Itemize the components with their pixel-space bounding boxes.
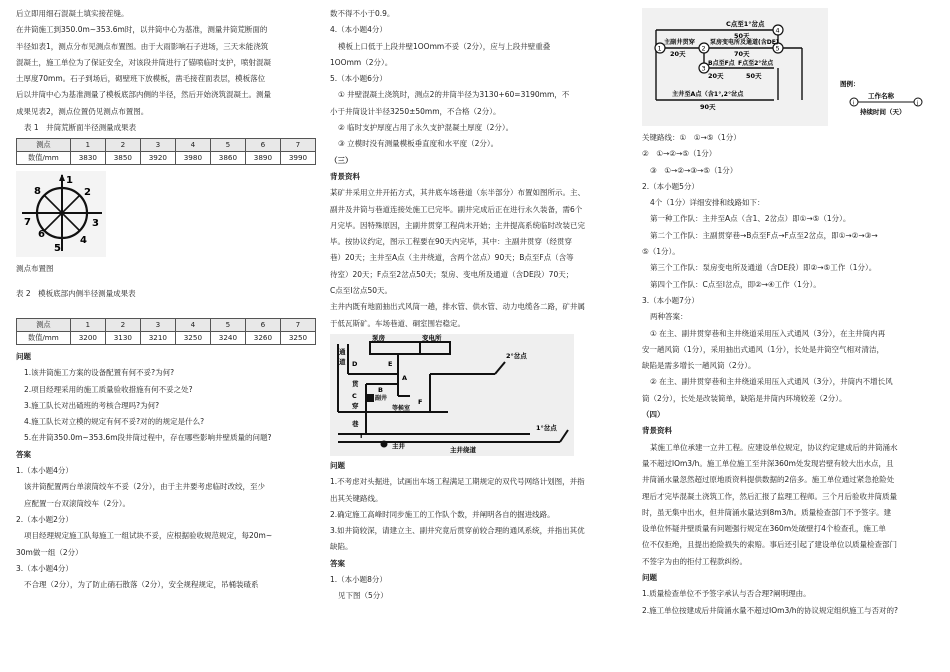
table-cell: 3260 [245, 331, 280, 344]
map-label: B [378, 385, 383, 394]
background-line: 副井及井筒与巷道连接处施工已完毕。副井完成后正在进行永久装备，需6个 [330, 204, 583, 214]
answers-heading: 答案 [16, 449, 31, 459]
key-line: 关键路线：① ①→⑤（1分） [642, 133, 741, 142]
table-cell: 3830 [70, 152, 105, 165]
edge-label: 主副井贯穿 [664, 39, 695, 46]
point-label: 8 [34, 186, 41, 198]
table-cell: 数值/mm [17, 152, 71, 165]
table-cell: 3890 [245, 152, 280, 165]
answer-line: ② 在主、副井贯穿巷和主井绕道采用压入式通风（3分），井筒内不增长风 [650, 377, 893, 387]
answer-line: ① 井壁混凝土浇筑时，测点2的井筒半径为3130+60=3190mm，不 [338, 90, 570, 100]
intro-line: 在井筒施工到350.0m~353.6m时，以井筒中心为基准，测量井筒荒断面的 [16, 25, 268, 35]
edge-days: 70天 [734, 50, 750, 58]
questions-heading: 问题 [642, 573, 657, 583]
table-row [17, 331, 316, 344]
section-heading: （三） [330, 155, 353, 165]
map-label: 穿 [352, 401, 359, 410]
node-label: 2 [701, 44, 706, 53]
map-label: 主井绕道 [450, 445, 476, 454]
answer-line: 应配置一台双滚筒绞车（2分）。 [24, 498, 131, 508]
point-label: 5 [54, 243, 61, 255]
map-label: I [360, 431, 363, 440]
point-label: 3 [92, 218, 99, 230]
answer-line: 第一种工作队：主井至A点（含1、2岔点）即①→⑤（1分）。 [650, 214, 851, 224]
node-label: 3 [701, 64, 706, 73]
questions-heading: 问题 [16, 351, 31, 361]
answer-line: 4个（1分）详细安排和线路如下： [650, 198, 765, 208]
answer-number: 2.（本小题2分） [16, 514, 73, 524]
legend-label: j [916, 100, 919, 107]
answer-line: ③ 立模时没有测量模板垂直度和水平度（2分）。 [338, 139, 499, 149]
intro-line: 混凝土，施工单位为了保证安全，对该段井筒进行了锚喷临时支护，喷射混凝 [16, 57, 271, 67]
answer-line: 安一趟风筒（1分），采用抽出式通风（1分），长处是井筒空气相对清洁， [642, 344, 885, 354]
map-label: 2°岔点 [506, 351, 527, 360]
question-item: 4.施工队长对立模的规定有何不妥?对的的规定是什么? [24, 417, 205, 427]
answer-line: ① 在主、副井贯穿巷和主井绕道采用压入式通风（3分），在主井筒内再 [650, 328, 886, 338]
question-line: 1.质量检查单位不予签字承认与否合理?阐明理由。 [642, 589, 811, 599]
background-line: 某矿井采用立井开拓方式，其井底车场巷道（东半部分）布置如图所示。主、 [330, 188, 585, 198]
answer-number: 1.（本小题4分） [16, 466, 73, 476]
answer-number: 4.（本小题4分） [330, 25, 387, 35]
answer-line: 缺陷是需多增长一趟风筒（2分）。 [642, 361, 756, 371]
map-label: F [418, 397, 423, 406]
point-label: 2 [84, 187, 91, 199]
table-cell: 6 [245, 139, 280, 152]
answer-line: 两种答案： [650, 312, 688, 322]
point-label: 4 [80, 235, 87, 247]
answer-line: 1OOmm（2分）。 [330, 57, 393, 67]
legend-days: 持续时间（天） [860, 108, 906, 116]
background-line: 井筒涌水量忽然超过原地质资料提供数据的2倍多。施工单位通过紧急抢险处 [642, 475, 895, 485]
node-label: 1 [657, 44, 662, 53]
answer-line: 筒（2分），长处是改装简单，缺陷是井筒内环境较差（2分）。 [642, 393, 847, 403]
node-label: 4 [775, 26, 780, 35]
background-line: 巷）20天；主井至A点（主井绕道，含两个岔点）90天；B点至F点（含等 [330, 253, 574, 263]
map-label: C [352, 391, 357, 400]
edge-label: C点至1°岔点 [726, 20, 765, 28]
table-cell: 数值/mm [17, 331, 71, 344]
table-cell: 3850 [105, 152, 140, 165]
edge-days: 20天 [670, 50, 686, 58]
table-cell: 5 [210, 318, 245, 331]
table2-title: 表 2 模板底部内侧半径测量成果表 [16, 288, 136, 298]
table-cell: 测点 [17, 139, 71, 152]
question-line: 出其关键路线。 [330, 493, 383, 503]
key-line: ② ①→②→⑤（1分） [642, 149, 717, 159]
network-legend [840, 78, 940, 118]
answers-heading: 答案 [330, 558, 345, 568]
edge-label: 泵房变电所及通道(含DE) [710, 39, 779, 46]
background-line: 某施工单位承建一立井工程。应建设单位规定，协议约定建成后的井筒涌水 [650, 442, 898, 452]
background-heading: 背景资料 [330, 171, 360, 181]
legend-label: 工作名称 [868, 92, 894, 100]
background-line: C点至I岔点50天。 [330, 286, 392, 296]
background-line: 月完毕。因特殊原因，主副井贯穿工程尚未开始；主井提高系统临时改装已完 [330, 220, 585, 230]
map-label: 1°岔点 [536, 423, 557, 432]
question-item: 2.项目经理采用的施工质量验收措施有何不妥之处? [24, 384, 193, 394]
background-line: 设单位怀疑井壁质量有问题强行规定在360m处破壁打4个检查孔，施工单 [642, 524, 886, 534]
table-cell: 测点 [17, 318, 71, 331]
table-cell: 3 [140, 139, 175, 152]
map-label: 主井 [392, 441, 405, 450]
table-cell: 5 [210, 139, 245, 152]
map-label: 道 [339, 357, 346, 366]
map-label: 泵房 [372, 333, 385, 342]
table-cell: 3200 [70, 331, 105, 344]
map-label: E [388, 359, 393, 368]
table-cell: 1 [70, 318, 105, 331]
intro-line: 成果见表2，测点位置仍见测点布置图。 [16, 106, 149, 116]
point-label: 1 [66, 175, 73, 187]
background-line: 时，虽无集中出水，但井筒涌水量达到8m3/h。质量检查部门不予签字。建 [642, 507, 892, 517]
map-label: 贯 [352, 379, 359, 388]
question-line: 2.确定施工高峰时同步施工的工作队个数，并阐明各自的掘进线路。 [330, 509, 555, 519]
table-cell: 3920 [140, 152, 175, 165]
question-line: 1.不考虑对头掘进，试画出车场工程满足工期规定的双代号网络计划图，并指 [330, 477, 585, 487]
table-cell: 3240 [210, 331, 245, 344]
answer-number: 3.（本小题4分） [16, 563, 73, 573]
background-line: 量不超过lOm3/h。施工单位施工至井深360m处发现岩壁有较大出水点，且 [642, 458, 894, 468]
answer-line: ② 临时支护厚度占用了永久支护混凝土厚度（2分）。 [338, 123, 514, 133]
section-heading: （四） [642, 410, 665, 420]
legend-label: i [852, 100, 855, 107]
map-label: 副井 [375, 394, 388, 402]
auxiliary-shaft-icon [366, 394, 374, 402]
column-middle [330, 8, 622, 607]
map-label: 等候室 [392, 404, 411, 412]
table-cell: 3 [140, 318, 175, 331]
intro-line: 后立即用细石混凝土填实接茬缝。 [16, 9, 129, 18]
background-heading: 背景资料 [642, 426, 672, 436]
table-cell: 3250 [280, 331, 315, 344]
table-cell: 3980 [175, 152, 210, 165]
table-header-row [17, 139, 316, 152]
legend-title: 图例： [840, 80, 860, 88]
intro-line: 后以井筒中心为基准测量了模板底部内侧的半径，然后开始浇筑混凝土。测量 [16, 90, 271, 100]
network-diagram [642, 8, 828, 126]
answer-line: 30m做一组（2分） [16, 547, 83, 557]
edge-days: 50天 [734, 32, 750, 40]
answer-line: 见下图（5分） [338, 591, 388, 601]
key-line: ③ ①→②→③→⑤（1分） [650, 165, 738, 175]
table-cell: 3130 [105, 331, 140, 344]
continuation-line: 数不得不小于0.9。 [330, 9, 395, 18]
background-line: 主井内既有地面抽出式风筒一趟，排水管、供水管、动力电缆各二路，矿井属 [330, 302, 585, 312]
diagram-caption: 测点布置图 [16, 264, 54, 274]
table-cell: 3860 [210, 152, 245, 165]
table-cell: 2 [105, 139, 140, 152]
table-cell: 3990 [280, 152, 315, 165]
answer-number: 1.（本小题8分） [330, 575, 387, 585]
map-label: A [402, 373, 408, 382]
answer-line: 不合理（2分），为了防止硝石散落（2分），安全规程规定，吊桶装碴系 [24, 580, 259, 590]
table-cell: 7 [280, 318, 315, 331]
answer-line: 第三个工作队：泵房变电所及通道（含DE段）即②→⑤工作（1分）。 [650, 263, 877, 273]
answer-line: 小于井筒设计半径3250±50mm，不合格（2分）。 [330, 106, 501, 116]
edge-label: F点至2°岔点 [738, 60, 774, 67]
table-cell: 4 [175, 318, 210, 331]
table-cell: 3250 [175, 331, 210, 344]
answer-line: ⑤（1分）。 [642, 247, 680, 257]
background-line: 位不仅拒绝，且提出抢险损失的索赔。事后还引起了建设单位以质量检查部门 [642, 540, 897, 550]
map-label: 通 [339, 347, 346, 356]
measure-point-diagram [16, 171, 106, 257]
background-line: 于低瓦斯矿。车场巷道、硐室围岩稳定。 [330, 318, 465, 328]
question-item: 3.施工队长对出碴班的考核合理吗?为何? [24, 400, 160, 410]
point-label: 6 [38, 229, 45, 241]
intro-line: 土厚度70mm。石子到场后，砌壁班下放模板，凿毛接茬面表层，模板落位 [16, 74, 266, 84]
table-header-row [17, 318, 316, 331]
answer-line: 项目经理规定施工队每施工一组试块不妥，应根据验收规范规定，每20m~ [24, 531, 273, 541]
question-line: 3.如井筒较深，请建立主、副井究竟后贯穿前较合理的通风系统，并指出其优 [330, 526, 585, 536]
main-shaft-icon [381, 440, 388, 447]
answer-number: 3.（本小题7分） [642, 295, 699, 305]
answer-line: 模板上口低于上段井壁1OOmm不妥（2分），应与上段井壁重叠 [338, 41, 551, 51]
answer-number: 2.（本小题5分） [642, 181, 699, 191]
answer-line: 第二个工作队：主副贯穿巷→B点至F点→F点至2岔点，即①→②→③→ [650, 230, 878, 240]
answer-line: 该井筒配置两台单滚筒绞车不妥（2分），由于主井要考虑临时改绞，至少 [24, 482, 266, 492]
table-cell: 3210 [140, 331, 175, 344]
question-item: 5.在井筒350.0m~353.6m段井筒过程中，存在哪些影响井壁质量的问题? [24, 433, 272, 443]
background-line: 毕。按协议约定，图示工程要在90天内完毕，其中：主副井贯穿（经贯穿 [330, 237, 573, 247]
question-line: 2.施工单位按建成后井筒涌水量不超过lOm3/h的协议规定组织施工与否对的? [642, 605, 898, 615]
edge-days: 20天 [708, 72, 724, 80]
table1-title: 表 1 井筒荒断面半径测量成果表 [24, 123, 137, 133]
question-line: 缺陷。 [330, 542, 353, 552]
map-label: D [352, 359, 358, 368]
map-label: 巷 [352, 419, 359, 428]
intro-block [16, 8, 316, 118]
table-cell: 2 [105, 318, 140, 331]
edge-label: 主井至A点（含1°,2°岔点 [672, 91, 744, 98]
table-row [17, 152, 316, 165]
intro-line: 半径如表1，测点分布见测点布置图。由于大雨影响石子进场，三天未能浇筑 [16, 41, 269, 51]
column-left [16, 8, 316, 595]
table-cell: 4 [175, 139, 210, 152]
questions-heading: 问题 [330, 460, 345, 470]
background-line: 不签字为由的拒付工程款纠纷。 [642, 556, 747, 566]
background-line: 待室）20天；F点至2岔点50天；泵房、变电所及通道（含DE段）70天； [330, 269, 574, 279]
table-cell: 6 [245, 318, 280, 331]
background-line: 理后才完毕混凝土浇筑工作，然后汇报了监理工程师。三个月后验收井筒质量 [642, 491, 897, 501]
node-label: 5 [775, 44, 780, 53]
table2 [16, 318, 316, 345]
column-right [642, 8, 938, 621]
table1 [16, 138, 316, 165]
point-label: 7 [24, 217, 31, 229]
table-cell: 1 [70, 139, 105, 152]
edge-label: B点至F点 [708, 60, 735, 67]
answer-number: 5.（本小题6分） [330, 74, 387, 84]
shaft-bottom-layout-map [330, 334, 574, 456]
map-label: 变电所 [422, 333, 442, 342]
table-cell: 7 [280, 139, 315, 152]
edge-days: 90天 [700, 103, 716, 111]
question-item: 1.该井筒施工方案的设备配置有何不妥?为何? [24, 368, 175, 378]
answer-line: 第四个工作队：C点至I岔点，即②→④工作（1分）。 [650, 279, 821, 289]
edge-days: 50天 [746, 72, 762, 80]
